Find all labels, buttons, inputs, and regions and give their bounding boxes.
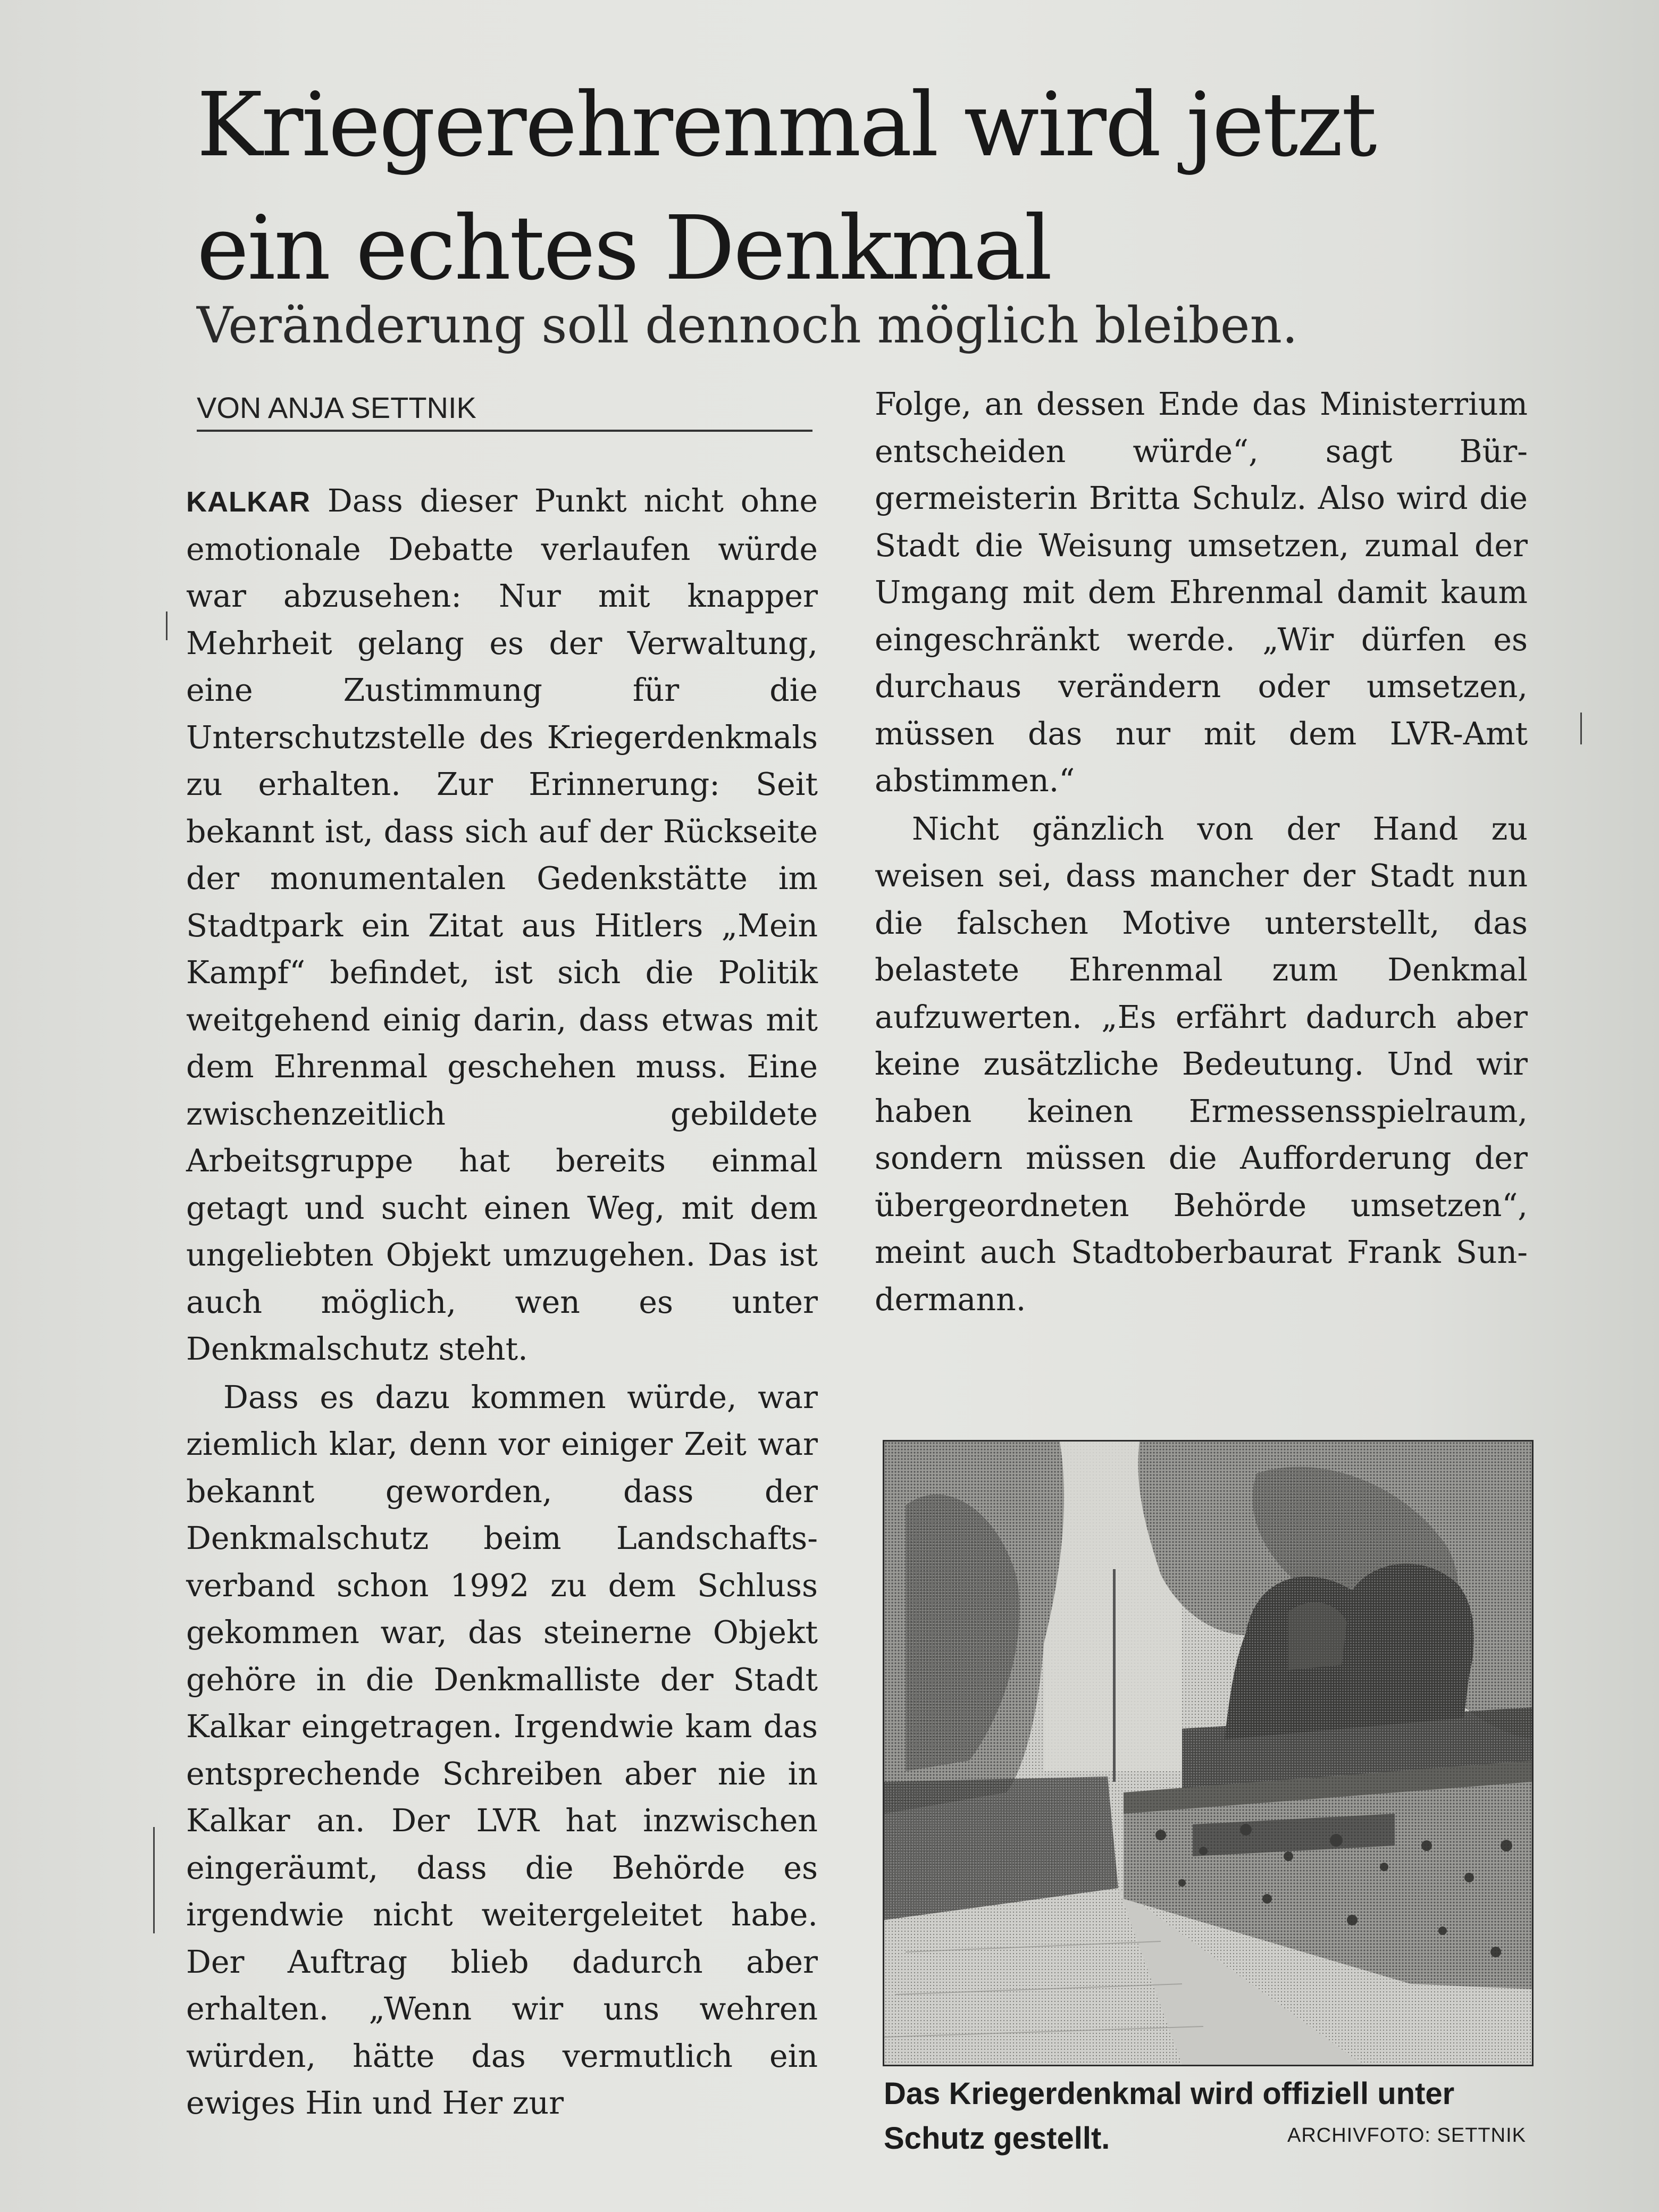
memorial-photo-image: [884, 1442, 1532, 2065]
paragraph-2-start: Dass es dazu kommen würde, war ziemlich klar, denn vor einiger Zeit war bekannt geworden, dass der Denkmalschutz beim Landschaftsverband schon 1992 zu dem Schluss gekommen war, das steinerne Objekt gehöre in die Denkmalliste der Stadt Kalkar eingetragen. Irgendwie kam das entsprechende Schreiben aber nie in Kalkar an. Der LVR hat inzwischen eingeräumt, dass die Behörde es irgendwie nicht weitergeleitet habe. Der Auftrag blieb dadurch aber erhalten. „Wenn wir uns wehren würden, hätte das vermutlich ein ewiges Hin und Her zur: [186, 1379, 818, 2121]
paragraph-3: Nicht gänzlich von der Hand zu weisen sei, dass mancher der Stadt nun die falschen Motive unterstellt, das belastete Ehrenmal zum Denkmal aufzuwerten. „Es erfährt dadurch aber keine zusätzliche Bedeutung. Und wir haben keinen Ermessensspielraum, sondern müssen die Aufforderung der übergeordneten Behörde umsetzen“, meint auch Stadtoberbaurat Frank Sundermann.: [875, 810, 1528, 1318]
margin-mark: [153, 1827, 155, 1933]
article-column-left: [186, 477, 818, 2127]
photo-credit: ARCHIVFOTO: SETTNIK: [1287, 2124, 1526, 2147]
photo-caption: [884, 2072, 1534, 2161]
margin-mark: [166, 611, 167, 640]
paragraph-1-text: Dass dieser Punkt nicht ohne emotionale Debatte verlaufen würde war abzusehen: Nur mit knapper Mehrheit gelang es der Verwaltung, eine Zustimmung für die Unterschutzstelle des Kriegerdenkmals zu erhalten. Zur Erinnerung: Seit bekannt ist, dass sich auf der Rückseite der monumentalen Gedenkstätte im Stadtpark ein Zitat aus Hitlers „Mein Kampf“ befindet, ist sich die Politik weitgehend einig darin, dass etwas mit dem Ehrenmal geschehen muss. Eine zwischenzeitlich gebildete Arbeitsgruppe hat bereits einmal getagt und sucht einen Weg, mit dem ungeliebten Objekt umzugehen. Das ist auch möglich, wen es unter Denkmalschutz steht.: [186, 483, 818, 1367]
byline: VON ANJA SETTNIK: [197, 388, 812, 432]
headline: Kriegerehrenmal wird jetzt ein echtes Denkmal: [197, 74, 1376, 300]
memorial-photo: [883, 1440, 1534, 2066]
margin-mark: [1580, 713, 1582, 744]
caption-text: Das Kriegerdenkmal wird offiziell unter Schutz gestellt.: [884, 2076, 1455, 2156]
dateline: KALKAR: [186, 486, 311, 518]
paragraph-1: [186, 477, 818, 1373]
subheadline: Veränderung soll dennoch möglich bleiben.: [197, 297, 1298, 355]
paragraph-2-end: Folge, an dessen Ende das Ministerrium entscheiden würde“, sagt Bürgermeisterin Britta Schulz. Also wird die Stadt die Weisung umsetzen, zumal der Umgang mit dem Ehrenmal damit kaum eingeschränkt werde. „Wir dürfen es durchaus verändern oder umsetzen, müssen das nur mit dem LVR-Amt abstimmen.“: [875, 386, 1528, 799]
article-column-right: [875, 381, 1528, 1323]
